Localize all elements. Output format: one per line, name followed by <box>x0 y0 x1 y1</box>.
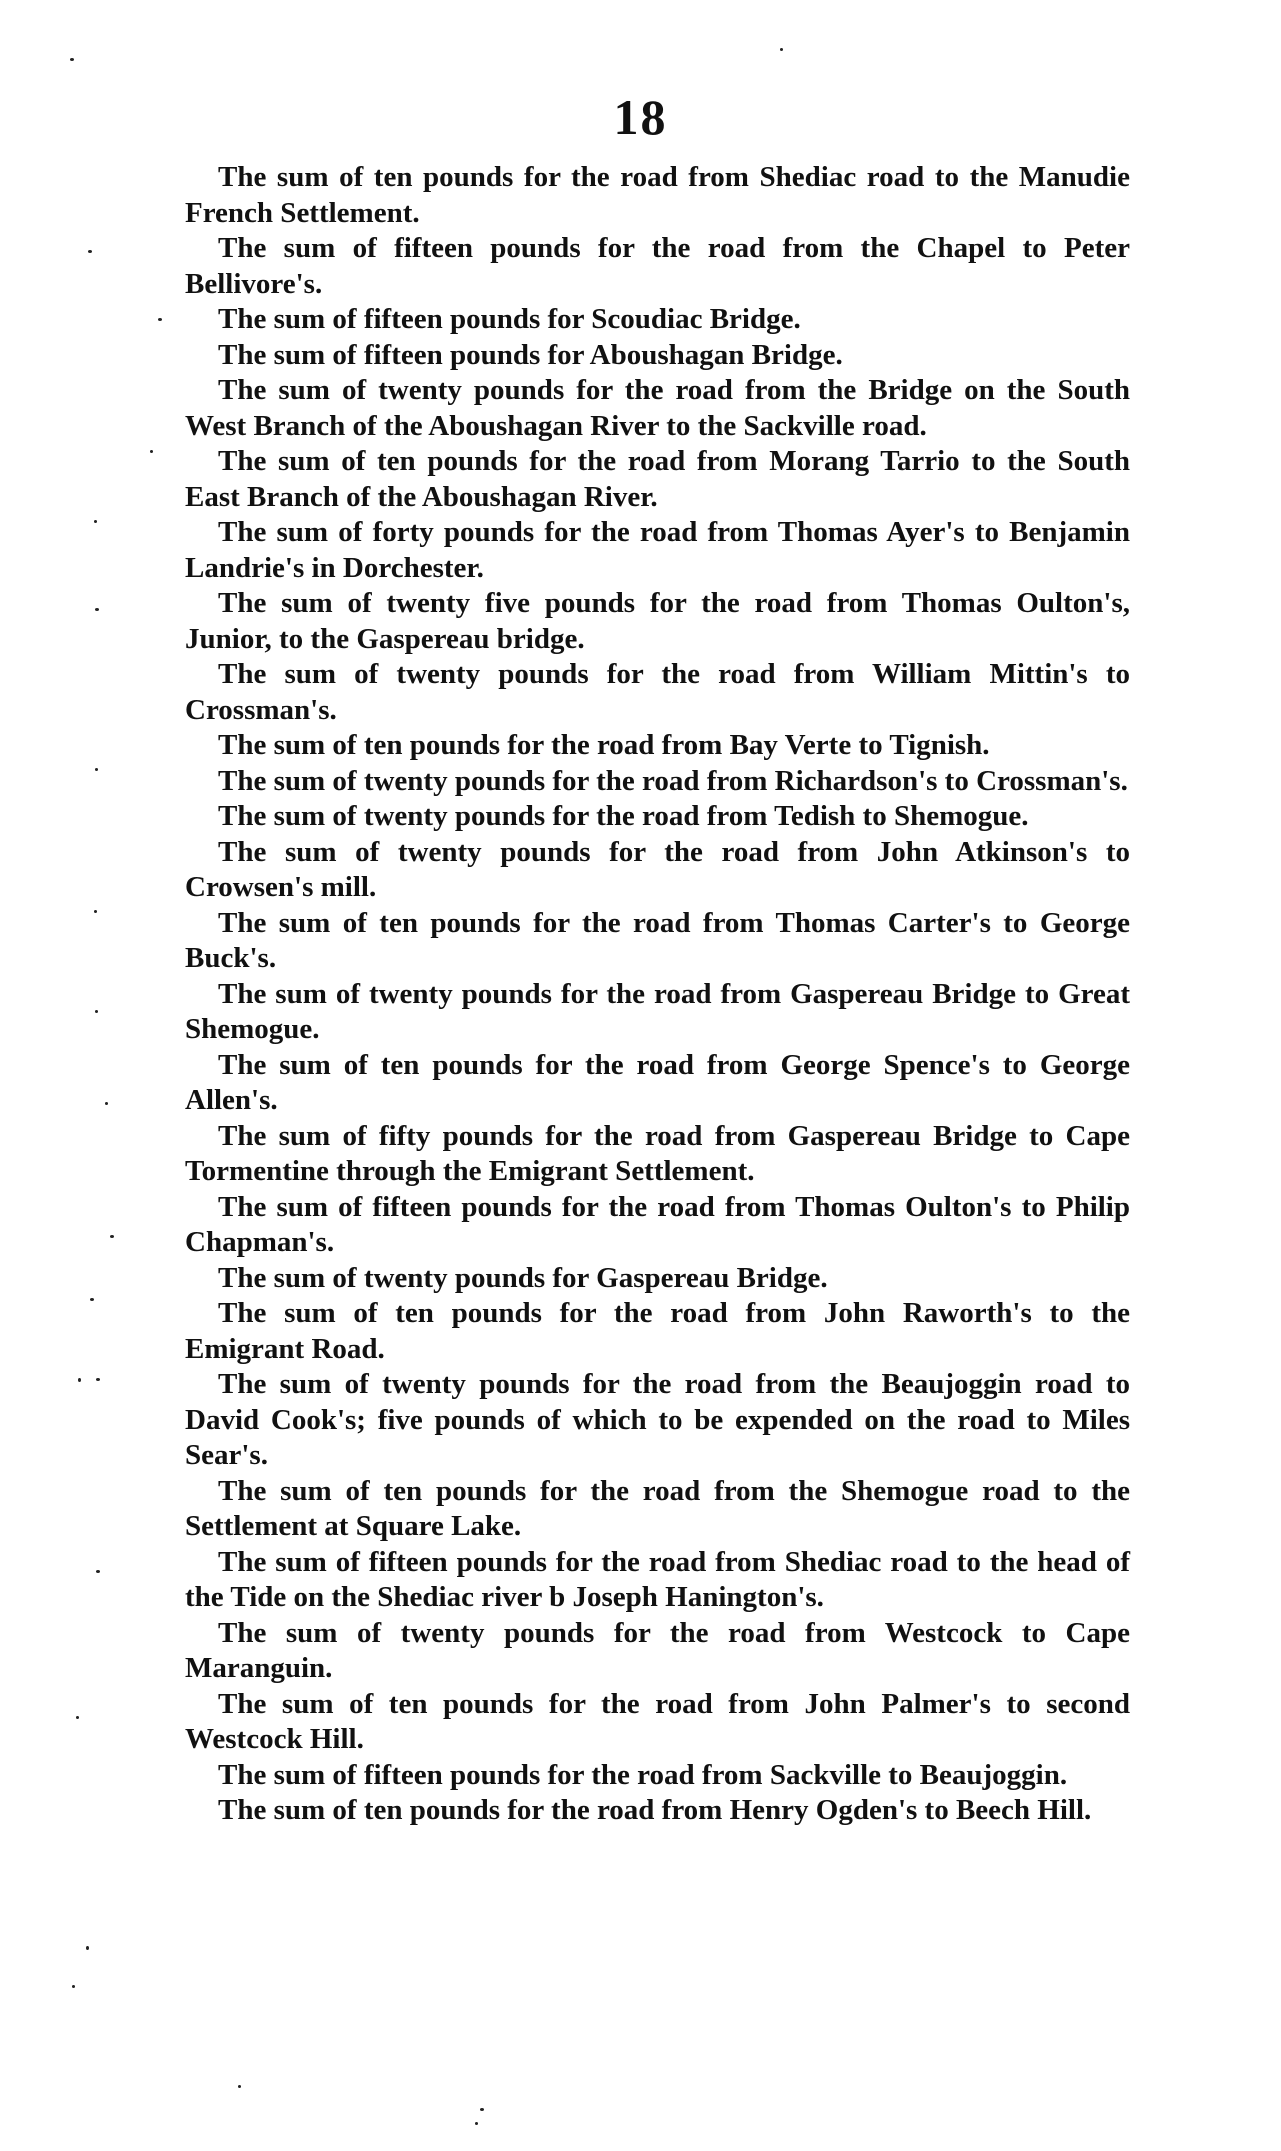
list-item: The sum of ten pounds for the road from Morang Tarrio to the South East Branch of the Aboushagan River. <box>185 445 1130 513</box>
page-number: 18 <box>613 89 668 145</box>
list-item: The sum of fifteen pounds for Scoudiac Bridge. <box>218 303 801 335</box>
scan-speck <box>88 250 92 253</box>
list-item: The sum of ten pounds for the road from Henry Ogden's to Beech Hill. <box>218 1794 1092 1826</box>
list-item: The sum of ten pounds for the road from the Shemogue road to the Settlement at Square Lake. <box>185 1474 1130 1542</box>
list-item: The sum of twenty pounds for the road from Westcock to Cape Maranguin. <box>185 1616 1130 1684</box>
scan-speck <box>95 1010 98 1013</box>
list-item: The sum of twenty five pounds for the road from Thomas Oulton's, Junior, to the Gaspereau bridge. <box>185 587 1130 655</box>
scan-speck <box>780 48 783 51</box>
scan-speck <box>158 318 162 321</box>
scan-speck <box>70 58 74 61</box>
list-item: The sum of fifty pounds for the road from Gaspereau Bridge to Cape Tormentine through the Emigrant Settlement. <box>185 1119 1130 1187</box>
list-item: The sum of fifteen pounds for Aboushagan Bridge. <box>218 338 843 371</box>
scan-speck <box>95 768 98 771</box>
scan-speck <box>475 2122 478 2125</box>
list-item: The sum of fifteen pounds for the road from Sackville to Beaujoggin. <box>218 1758 1068 1791</box>
list-item: The sum of fifteen pounds for the road from Thomas Oulton's to Philip Chapman's. <box>185 1190 1130 1258</box>
scan-speck <box>94 910 97 913</box>
list-item: The sum of twenty pounds for Gaspereau Bridge. <box>218 1261 828 1294</box>
scan-speck <box>96 1570 100 1573</box>
scan-speck <box>95 608 99 611</box>
scan-speck <box>105 1102 108 1105</box>
list-item: The sum of twenty pounds for the road from Gaspereau Bridge to Great Shemogue. <box>185 977 1130 1045</box>
list-item: The sum of twenty pounds for the road from the Beaujoggin road to David Cook's; five pounds of which to be expended on the road to Miles Sear's. <box>185 1368 1130 1471</box>
scan-speck <box>72 1985 75 1988</box>
list-item: The sum of fifteen pounds for the road from the Chapel to Peter Bellivore's. <box>185 232 1130 300</box>
scan-speck <box>94 520 97 523</box>
appropriations-list <box>185 160 1130 1829</box>
scan-speck <box>96 1378 100 1381</box>
scan-speck <box>480 2108 484 2111</box>
list-item: The sum of ten pounds for the road from Bay Verte to Tignish. <box>218 729 990 761</box>
scan-speck <box>86 1946 89 1950</box>
list-item: The sum of ten pounds for the road from George Spence's to George Allen's. <box>185 1048 1130 1116</box>
list-item: The sum of twenty pounds for the road from Tedish to Shemogue. <box>218 800 1029 832</box>
scan-speck <box>110 1235 114 1238</box>
scan-speck <box>76 1716 79 1719</box>
scan-speck <box>78 1378 81 1382</box>
list-item: The sum of twenty pounds for the road from the Bridge on the South West Branch of the Aboushagan River to the Sackville road. <box>185 374 1130 442</box>
scan-speck <box>150 450 153 453</box>
list-item: The sum of twenty pounds for the road from John Atkinson's to Crowsen's mill. <box>185 835 1130 903</box>
list-item: The sum of ten pounds for the road from Shediac road to the Manudie French Settlement. <box>185 161 1130 229</box>
list-item: The sum of forty pounds for the road from Thomas Ayer's to Benjamin Landrie's in Dorchester. <box>185 516 1130 584</box>
list-item: The sum of twenty pounds for the road from Richardson's to Crossman's. <box>218 764 1128 797</box>
scan-speck <box>90 1298 94 1301</box>
list-item: The sum of ten pounds for the road from John Raworth's to the Emigrant Road. <box>185 1297 1130 1365</box>
list-item: The sum of ten pounds for the road from Thomas Carter's to George Buck's. <box>185 906 1130 974</box>
scan-speck <box>238 2085 241 2088</box>
list-item: The sum of fifteen pounds for the road from Shediac road to the head of the Tide on the Shediac river b Joseph Hanington's. <box>185 1545 1130 1613</box>
list-item: The sum of ten pounds for the road from John Palmer's to second Westcock Hill. <box>185 1687 1130 1755</box>
list-item: The sum of twenty pounds for the road from William Mittin's to Crossman's. <box>185 658 1130 726</box>
